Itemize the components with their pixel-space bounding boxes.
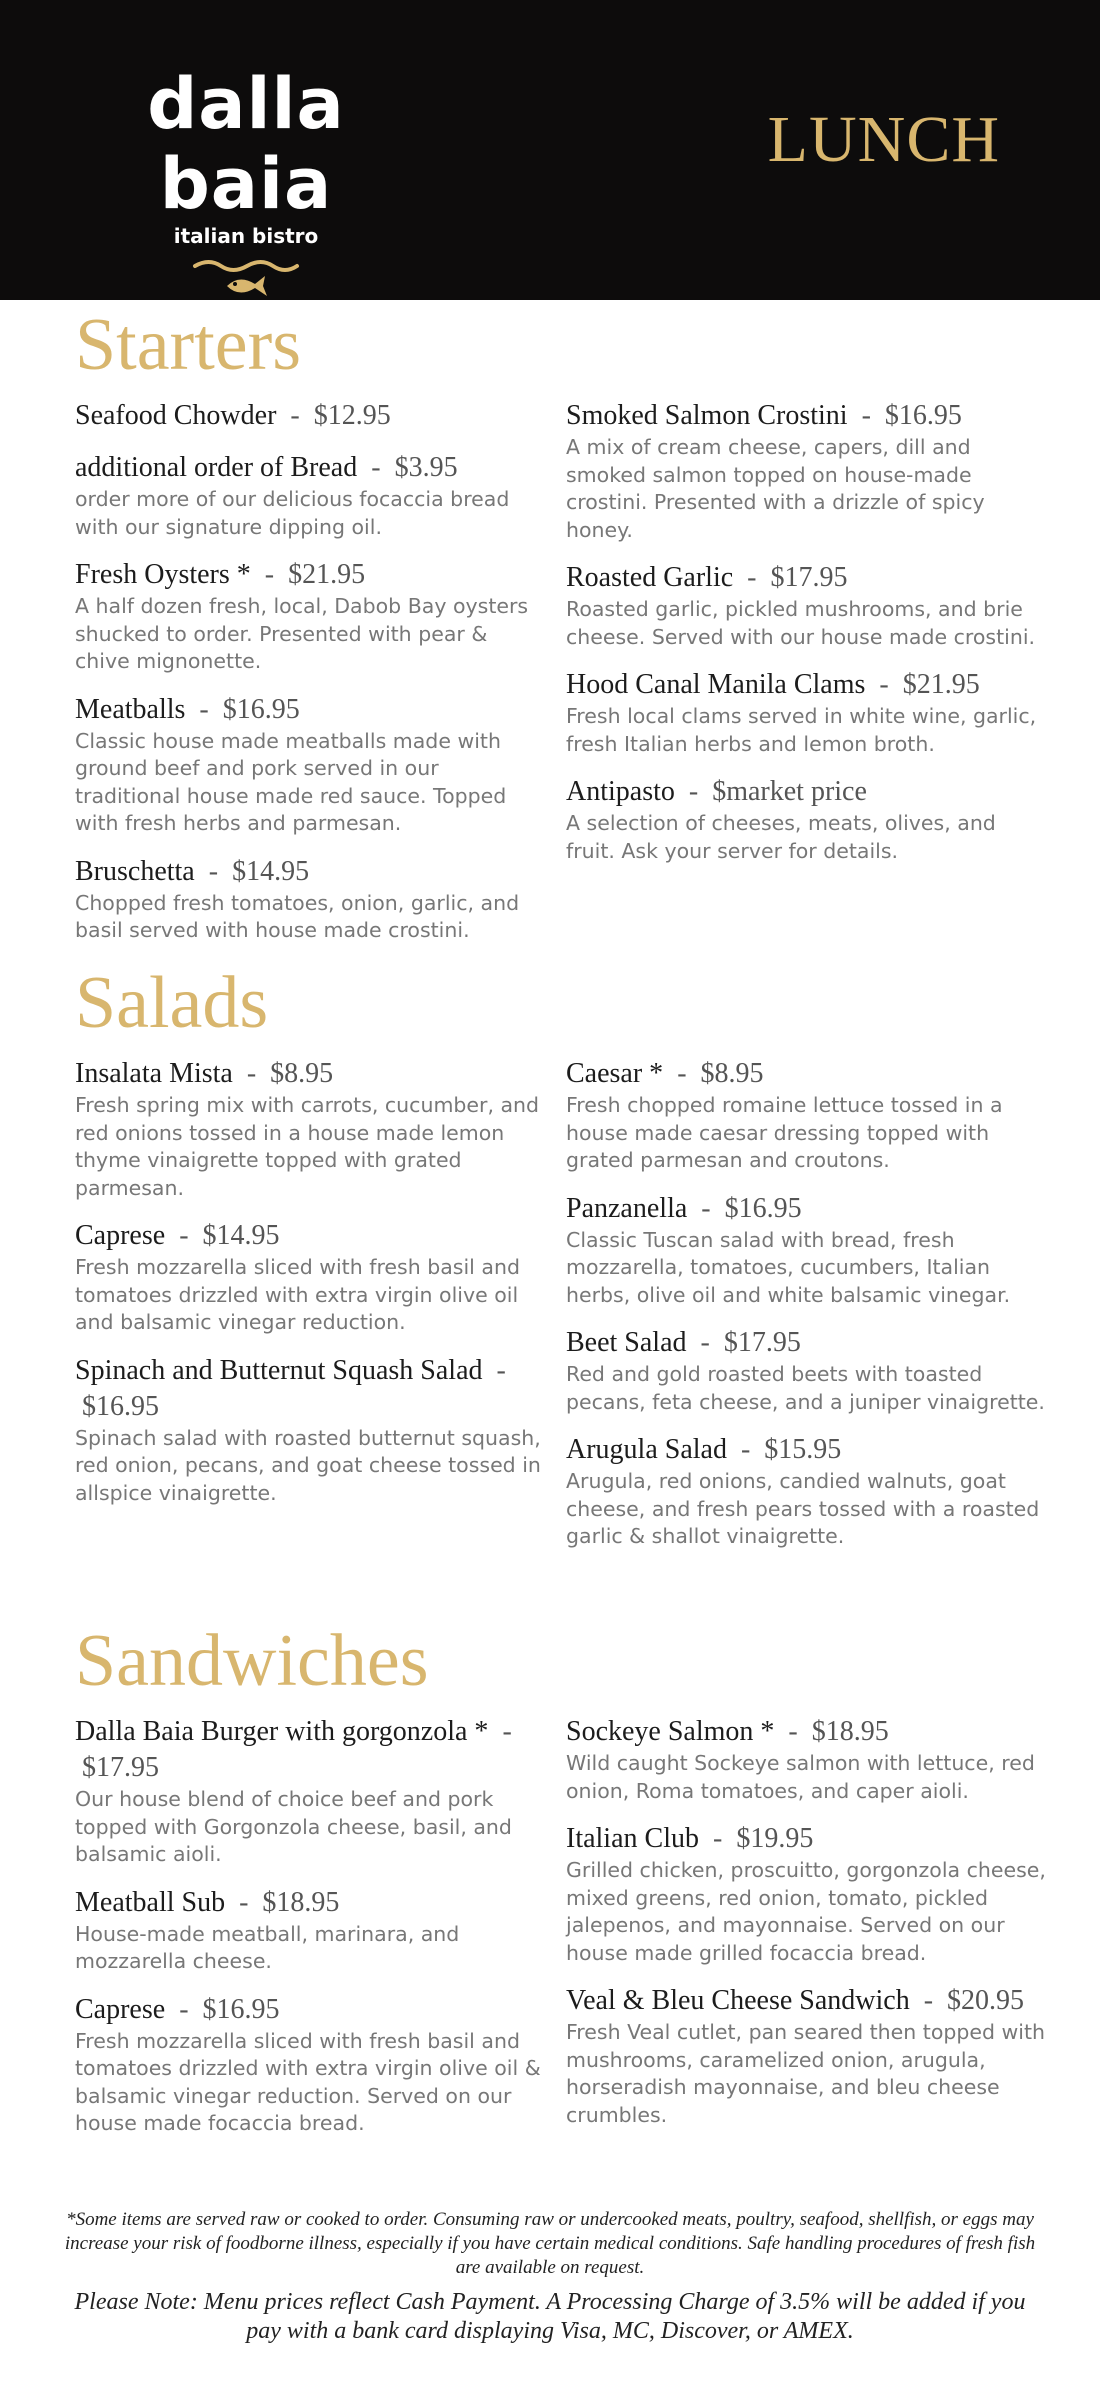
menu-item-price: $16.95 bbox=[724, 1192, 802, 1224]
menu-item bbox=[566, 774, 1046, 865]
price-separator: - bbox=[276, 400, 314, 431]
price-separator: - bbox=[865, 669, 903, 700]
menu-footer bbox=[60, 2208, 1040, 2346]
price-separator: - bbox=[194, 855, 233, 887]
menu-item-name: Panzanella bbox=[566, 1192, 688, 1224]
menu-item-description: Fresh spring mix with carrots, cucumber, and red onions tossed in a house made lemon thyme vinaigrette topped with grated parmesan. bbox=[75, 1093, 540, 1200]
menu-item-name: Smoked Salmon Crostini bbox=[566, 400, 848, 431]
menu-item bbox=[75, 1714, 545, 1869]
menu-item-description: Fresh mozzarella sliced with fresh basil and tomatoes drizzled with extra virgin olive oil & balsamic vinegar reduction. Served on our house made focaccia bread. bbox=[75, 2028, 541, 2135]
menu-item bbox=[75, 854, 545, 945]
menu-item-title bbox=[75, 1056, 545, 1092]
price-separator: - bbox=[357, 452, 395, 483]
starters-right-column bbox=[566, 398, 1046, 881]
price-separator: - bbox=[847, 400, 885, 431]
menu-item-name: Hood Canal Manila Clams bbox=[566, 669, 866, 700]
menu-item-name: Seafood Chowder bbox=[75, 400, 277, 431]
menu-item-name: Italian Club bbox=[566, 1823, 699, 1854]
menu-item-description: Fresh mozzarella sliced with fresh basil and tomatoes drizzled with extra virgin olive oil and balsamic vinegar reduction. bbox=[75, 1255, 520, 1334]
menu-item-title bbox=[566, 1056, 1046, 1092]
menu-item-price: $16.95 bbox=[884, 400, 962, 431]
menu-item-description: Fresh chopped romaine lettuce tossed in a house made caesar dressing topped with grated parmesan and croutons. bbox=[566, 1093, 1003, 1172]
menu-item bbox=[566, 1325, 1046, 1416]
menu-item bbox=[566, 1056, 1046, 1175]
menu-item-title bbox=[75, 1714, 545, 1786]
menu-item-name: Spinach and Butternut Squash Salad bbox=[75, 1354, 483, 1386]
menu-item-name: Meatballs bbox=[75, 693, 186, 725]
menu-item-name: Insalata Mista bbox=[75, 1058, 233, 1089]
starters-left-column bbox=[75, 398, 545, 961]
menu-item-price: $19.95 bbox=[736, 1823, 814, 1854]
price-separator: - bbox=[165, 1993, 203, 2025]
menu-item-name: Meatball Sub bbox=[75, 1886, 226, 1918]
section-title-sandwiches: Sandwiches bbox=[75, 1620, 429, 1702]
menu-item-price: $14.95 bbox=[202, 1220, 280, 1251]
menu-item-description: Red and gold roasted beets with toasted pecans, feta cheese, and a juniper vinaigrette. bbox=[566, 1362, 1045, 1414]
menu-item-title bbox=[75, 854, 545, 890]
menu-item-description: Classic Tuscan salad with bread, fresh mozzarella, tomatoes, cucumbers, Italian herbs, olive oil and white balsamic vinegar. bbox=[566, 1227, 1011, 1307]
menu-item-description: Classic house made meatballs made with ground beef and pork served in our traditional house made red sauce. Topped with fresh herbs and parmesan. bbox=[75, 728, 507, 835]
menu-item-description: Arugula, red onions, candied walnuts, goat cheese, and fresh pears tossed with a roasted garlic & shallot vinaigrette. bbox=[566, 1469, 1040, 1548]
menu-item-title bbox=[75, 450, 545, 486]
price-separator: - bbox=[75, 1354, 506, 1422]
section-title-salads: Salads bbox=[75, 962, 269, 1044]
logo-subtitle: italian bistro bbox=[173, 224, 319, 248]
menu-item-price: $14.95 bbox=[232, 855, 310, 887]
menu-item-title bbox=[566, 560, 1046, 596]
menu-item bbox=[566, 398, 1046, 544]
menu-item bbox=[75, 557, 545, 676]
menu-item bbox=[566, 560, 1046, 651]
menu-item-description: Spinach salad with roasted butternut squash, red onion, pecans, and goat cheese tossed in allspice vinaigrette. bbox=[75, 1425, 541, 1505]
menu-item bbox=[75, 1992, 545, 2138]
menu-item-name: Caesar * bbox=[566, 1058, 664, 1089]
menu-item-name: Caprese bbox=[75, 1220, 166, 1251]
menu-item-price: $17.95 bbox=[770, 562, 848, 593]
menu-item-price: $18.95 bbox=[811, 1716, 889, 1747]
menu-item-title bbox=[75, 1218, 545, 1254]
payment-note: Please Note: Menu prices reflect Cash Payment. A Processing Charge of 3.5% will be added if you pay with a bank card displaying Visa, MC, Discover, or AMEX. bbox=[74, 2289, 1026, 2344]
menu-item-name: Caprese bbox=[75, 1993, 166, 2025]
menu-item-description: Fresh Veal cutlet, pan seared then topped with mushrooms, caramelized onion, arugula, horseradish mayonnaise, and bleu cheese crumbles. bbox=[566, 2020, 1046, 2127]
menu-item bbox=[75, 1056, 545, 1202]
menu-item-price: $16.95 bbox=[202, 1993, 280, 2025]
logo-name: dalla baia bbox=[147, 63, 345, 225]
price-separator: - bbox=[774, 1716, 812, 1747]
menu-item-name: Fresh Oysters * bbox=[75, 559, 251, 590]
menu-item bbox=[75, 1353, 545, 1508]
price-separator: - bbox=[165, 1220, 203, 1251]
menu-item bbox=[566, 667, 1046, 758]
menu-item-title bbox=[566, 1983, 1046, 2019]
menu-item-price: $16.95 bbox=[222, 693, 300, 725]
menu-item-description: Wild caught Sockeye salmon with lettuce, red onion, Roma tomatoes, and caper aioli. bbox=[566, 1751, 1035, 1803]
menu-item-price: $16.95 bbox=[82, 1390, 159, 1422]
menu-item-description: Our house blend of choice beef and pork topped with Gorgonzola cheese, basil, and balsamic aioli. bbox=[75, 1787, 512, 1866]
menu-item-price: $20.95 bbox=[947, 1985, 1025, 2016]
menu-item bbox=[566, 1191, 1046, 1310]
menu-item-title bbox=[566, 1821, 1046, 1857]
price-separator: - bbox=[726, 1434, 765, 1465]
menu-item-name: additional order of Bread bbox=[75, 452, 358, 483]
salads-right-column bbox=[566, 1056, 1046, 1567]
menu-item bbox=[566, 1821, 1046, 1967]
menu-item-price: $8.95 bbox=[700, 1058, 764, 1089]
menu-item-price: $8.95 bbox=[270, 1058, 334, 1089]
menu-item-price: $market price bbox=[712, 776, 867, 807]
menu-item-name: Sockeye Salmon * bbox=[566, 1716, 775, 1747]
price-separator: - bbox=[674, 776, 713, 807]
menu-item-price: $21.95 bbox=[288, 559, 366, 590]
sandwiches-right-column bbox=[566, 1714, 1046, 2145]
price-separator: - bbox=[663, 1058, 701, 1089]
menu-title: LUNCH bbox=[767, 103, 1000, 176]
menu-item-title bbox=[566, 1714, 1046, 1750]
menu-item-title bbox=[566, 667, 1046, 703]
price-separator: - bbox=[250, 559, 289, 590]
menu-item-name: Roasted Garlic bbox=[566, 562, 734, 593]
menu-item-title bbox=[75, 398, 545, 434]
sandwiches-left-column bbox=[75, 1714, 545, 2154]
menu-item-title bbox=[566, 774, 1046, 810]
menu-item-title bbox=[75, 1353, 545, 1425]
menu-item-title bbox=[566, 398, 1046, 434]
price-separator: - bbox=[232, 1058, 271, 1089]
menu-item-name: Bruschetta bbox=[75, 855, 195, 887]
menu-item-title bbox=[566, 1325, 1046, 1361]
menu-item bbox=[566, 1714, 1046, 1805]
menu-item bbox=[75, 1218, 545, 1337]
restaurant-logo bbox=[96, 64, 396, 305]
menu-item bbox=[566, 1983, 1046, 2129]
menu-item bbox=[566, 1432, 1046, 1551]
menu-item bbox=[75, 398, 545, 434]
menu-item bbox=[75, 692, 545, 838]
raw-food-disclaimer: *Some items are served raw or cooked to order. Consuming raw or undercooked meats, poultry, seafood, shellfish, or eggs may increase your risk of foodborne illness, especially if you have certain medical conditions. Safe handling procedures of fresh fish are available on request. bbox=[64, 2209, 1036, 2278]
menu-item-description: Chopped fresh tomatoes, onion, garlic, and basil served with house made crostini. bbox=[75, 890, 520, 942]
menu-item-name: Antipasto bbox=[566, 776, 675, 807]
menu-item-price: $17.95 bbox=[723, 1327, 801, 1358]
salads-left-column bbox=[75, 1056, 545, 1523]
section-title-starters: Starters bbox=[75, 304, 302, 386]
menu-item-price: $15.95 bbox=[764, 1434, 842, 1465]
menu-item-description: A mix of cream cheese, capers, dill and smoked salmon topped on house-made crostini. Presented with a drizzle of spicy honey. bbox=[566, 435, 985, 542]
price-separator: - bbox=[909, 1985, 948, 2016]
menu-item-price: $21.95 bbox=[902, 669, 980, 700]
menu-item-description: Roasted garlic, pickled mushrooms, and brie cheese. Served with our house made crostini. bbox=[566, 597, 1036, 649]
menu-item-title bbox=[566, 1191, 1046, 1227]
menu-item-name: Beet Salad bbox=[566, 1327, 687, 1358]
menu-item-title bbox=[75, 692, 545, 728]
menu-item-description: A half dozen fresh, local, Dabob Bay oysters shucked to order. Presented with pear & chive mignonette. bbox=[75, 594, 529, 673]
fish-wave-icon bbox=[96, 256, 396, 305]
menu-item-price: $17.95 bbox=[82, 1752, 159, 1783]
menu-item-description: A selection of cheeses, meats, olives, and fruit. Ask your server for details. bbox=[566, 811, 996, 863]
menu-item-price: $3.95 bbox=[394, 452, 458, 483]
menu-item-price: $12.95 bbox=[313, 400, 391, 431]
price-separator: - bbox=[733, 562, 771, 593]
menu-header bbox=[0, 0, 1100, 300]
menu-item-description: order more of our delicious focaccia bread with our signature dipping oil. bbox=[75, 487, 510, 539]
menu-item-description: Fresh local clams served in white wine, garlic, fresh Italian herbs and lemon broth. bbox=[566, 704, 1037, 756]
menu-item-description: House-made meatball, marinara, and mozzarella cheese. bbox=[75, 1921, 460, 1973]
menu-item-title bbox=[75, 1992, 545, 2028]
price-separator: - bbox=[687, 1192, 725, 1224]
menu-item-price: $18.95 bbox=[262, 1886, 340, 1918]
menu-item-name: Dalla Baia Burger with gorgonzola * bbox=[75, 1716, 489, 1747]
menu-item-name: Veal & Bleu Cheese Sandwich bbox=[566, 1985, 910, 2016]
menu-item-title bbox=[566, 1432, 1046, 1468]
price-separator: - bbox=[225, 1886, 263, 1918]
menu-item-name: Arugula Salad bbox=[566, 1434, 727, 1465]
price-separator: - bbox=[698, 1823, 737, 1854]
price-separator: - bbox=[185, 693, 223, 725]
menu-item bbox=[75, 1885, 545, 1976]
menu-item bbox=[75, 450, 545, 541]
menu-item-title bbox=[75, 1885, 545, 1921]
menu-item-title bbox=[75, 557, 545, 593]
menu-item-description: Grilled chicken, proscuitto, gorgonzola cheese, mixed greens, red onion, tomato, pickled jalepenos, and mayonnaise. Served on our house made grilled focaccia bread. bbox=[566, 1858, 1046, 1965]
price-separator: - bbox=[75, 1716, 512, 1783]
price-separator: - bbox=[686, 1327, 724, 1358]
